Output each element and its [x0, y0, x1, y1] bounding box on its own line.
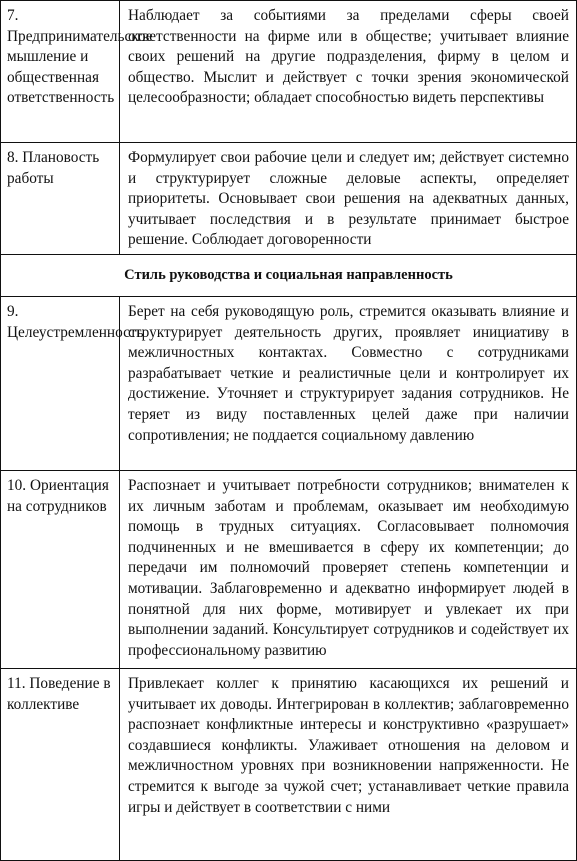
criterion-name: 7. Предпринимательское мышление и общественная ответственность — [1, 1, 120, 143]
criterion-description: Формулирует свои рабочие цели и следует им; действует системно и структурирует сложные деловые аспекты, определяет приоритеты. Основывает свои решения на адекватных данных, учитывает последствия и в результате принимает быстрое решение. Соблюдает договоренности — [120, 143, 577, 255]
table-row — [1, 471, 577, 669]
table-row — [1, 297, 577, 471]
section-header-row — [1, 255, 577, 297]
criterion-name: 8. Плановость работы — [1, 143, 120, 255]
table-row — [1, 1, 577, 143]
criterion-description: Берет на себя руководящую роль, стремится оказывать влияние и структурирует деятельность других, проявляет инициативу в межличностных контактах. Совместно с сотрудниками разрабатывает четкие и реалистичные цели и контролирует их достижение. Уточняет и структурирует задания сотрудников. Не теряет из виду поставленных целей даже при наличии сопротивления; не поддается социальному давлению — [120, 297, 577, 471]
criterion-name: 11. Поведение в коллективе — [1, 669, 120, 861]
section-title: Стиль руководства и социальная направленность — [1, 255, 577, 297]
criterion-description: Привлекает коллег к принятию касающихся их решений и учитывает их доводы. Интегрирован в коллектив; заблаговременно распознает конфликтные интересы и конструктивно «разрушает» создавшиеся конфликты. Улаживает отношения на деловом и межличностном уровнях при возникновении напряженности. Не стремится к выгоде за чужой счет; устанавливает четкие правила игры и действует в соответствии с ними — [120, 669, 577, 861]
table-row — [1, 143, 577, 255]
criterion-name: 10. Ориентация на сотрудников — [1, 471, 120, 669]
criterion-description: Наблюдает за событиями за пределами сферы своей ответственности на фирме или в обществе; учитывает влияние своих решений на другие подразделения, фирму в целом и общество. Мыслит и действует с точки зрения экономической целесообразности; обладает способностью видеть перспективы — [120, 1, 577, 143]
criterion-description: Распознает и учитывает потребности сотрудников; внимателен к их личным заботам и проблемам, оказывает им необходимую помощь в трудных ситуациях. Согласовывает полномочия подчиненных и не вмешивается в сферу их компетенции; до передачи им полномочий проверяет степень компетенции и мотивации. Заблаговременно и адекватно информирует людей в понятной для них форме, мотивирует и увлекает их при выполнении заданий. Консультирует сотрудников и содействует их профессиональному развитию — [120, 471, 577, 669]
criterion-name: 9. Целеустремленность — [1, 297, 120, 471]
table-row — [1, 669, 577, 861]
